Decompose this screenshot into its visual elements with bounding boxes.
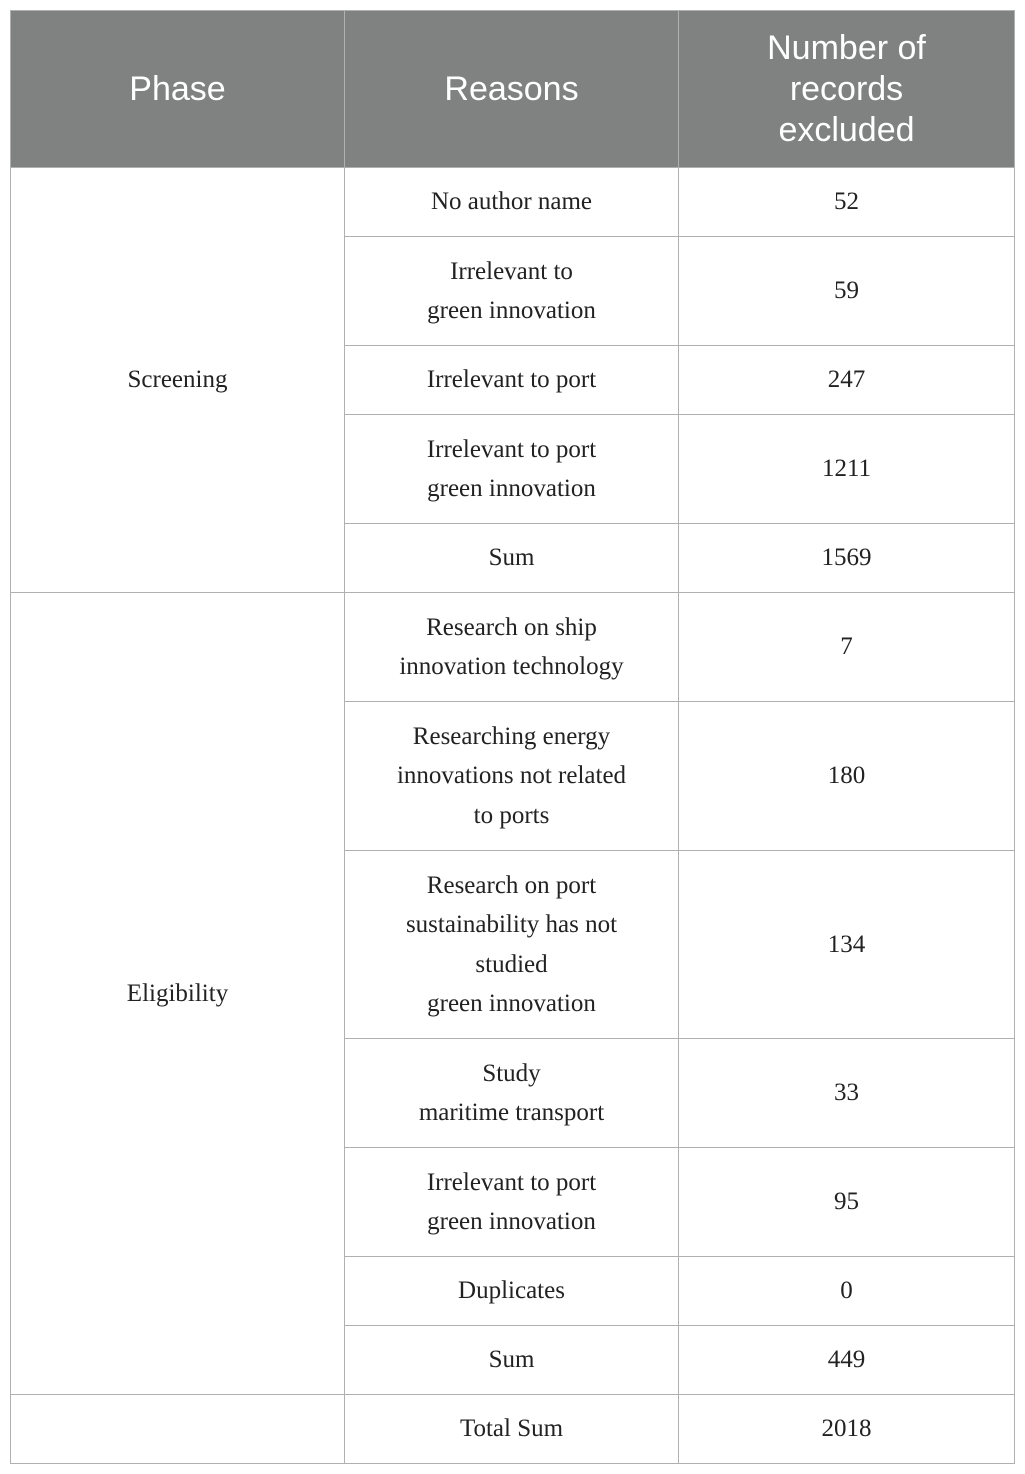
reason-cell	[345, 1326, 679, 1395]
reason-line: Research on port	[426, 871, 597, 899]
header-reasons: Reasons	[345, 11, 679, 168]
reason-line: studied	[475, 950, 548, 978]
reason-cell	[345, 415, 679, 524]
header-count-line: records	[789, 69, 904, 108]
reason-line: green innovation	[427, 1208, 596, 1235]
reason-line: Duplicates	[458, 1277, 565, 1305]
reason-line: Study	[482, 1059, 541, 1087]
reason-line: Irrelevant to	[450, 257, 573, 285]
reason-cell	[345, 346, 679, 415]
count-cell: 449	[679, 1326, 1015, 1395]
reason-cell	[345, 168, 679, 237]
total-count: 2018	[679, 1395, 1015, 1464]
reason-cell	[345, 237, 679, 346]
header-row	[11, 11, 1015, 168]
phase-eligibility: Eligibility	[11, 593, 345, 1395]
count-cell: 33	[679, 1039, 1015, 1148]
count-cell: 95	[679, 1148, 1015, 1257]
header-phase: Phase	[11, 11, 345, 168]
total-label: Total Sum	[345, 1395, 679, 1464]
reason-line: Irrelevant to port	[426, 366, 597, 394]
count-cell: 180	[679, 702, 1015, 851]
table-body	[11, 168, 1015, 1464]
count-cell: 247	[679, 346, 1015, 415]
count-cell: 7	[679, 593, 1015, 702]
header-count-line: Number of	[767, 28, 926, 67]
count-cell: 59	[679, 237, 1015, 346]
reason-line: Research on ship	[426, 613, 597, 641]
count-cell: 134	[679, 851, 1015, 1039]
reason-line: innovation technology	[399, 653, 624, 680]
header-count-line: excluded	[778, 110, 915, 149]
reason-cell	[345, 851, 679, 1039]
reason-line: innovations not related	[396, 762, 627, 790]
reason-line: maritime transport	[418, 1099, 605, 1126]
reason-line: to ports	[473, 801, 550, 829]
reason-line: Sum	[488, 544, 535, 572]
count-cell: 52	[679, 168, 1015, 237]
exclusion-table	[10, 10, 1015, 1464]
reason-line: Irrelevant to port	[426, 1168, 597, 1196]
table-header	[11, 11, 1015, 168]
count-cell: 0	[679, 1257, 1015, 1326]
reason-line: Sum	[488, 1346, 535, 1374]
reason-line: Researching energy	[412, 722, 611, 750]
reason-cell	[345, 702, 679, 851]
reason-cell	[345, 524, 679, 593]
reason-line: green innovation	[427, 990, 596, 1017]
count-cell: 1211	[679, 415, 1015, 524]
header-count	[679, 11, 1015, 168]
phase-total	[11, 1395, 345, 1464]
table-row	[11, 168, 1015, 237]
reason-cell	[345, 1148, 679, 1257]
reason-cell	[345, 593, 679, 702]
count-cell: 1569	[679, 524, 1015, 593]
reason-line: green innovation	[427, 475, 596, 502]
reason-cell	[345, 1257, 679, 1326]
total-row	[11, 1395, 1015, 1464]
reason-line: No author name	[430, 188, 593, 216]
reason-line: Irrelevant to port	[426, 435, 597, 463]
phase-screening: Screening	[11, 168, 345, 593]
reason-cell	[345, 1039, 679, 1148]
reason-line: green innovation	[427, 297, 596, 324]
reason-line: sustainability has not	[405, 911, 618, 938]
table-row	[11, 593, 1015, 702]
